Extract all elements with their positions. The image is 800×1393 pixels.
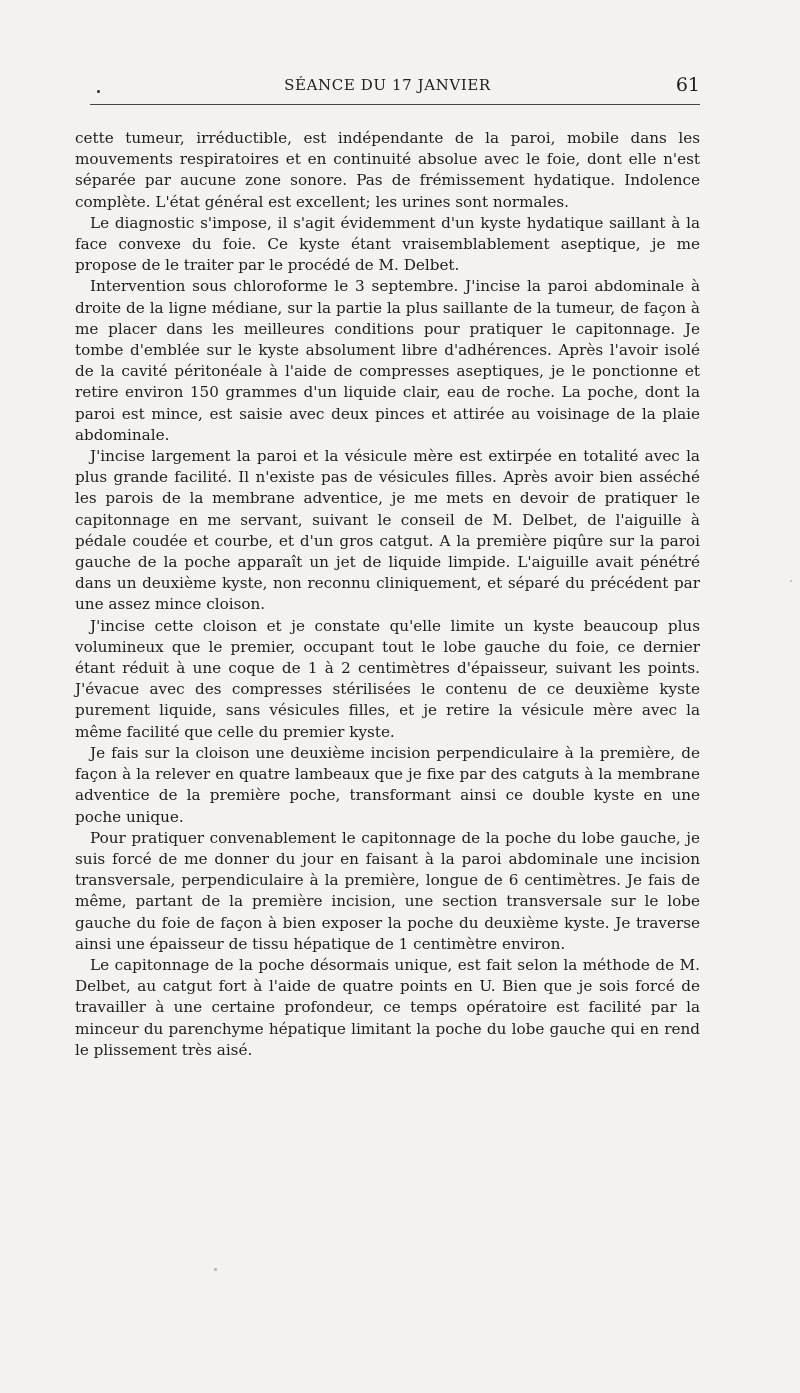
paragraph: Je fais sur la cloison une deuxième incision perpendiculaire à la première, de façon à la relever en quatre lambeaux que je fixe par des catguts à la membrane adventice de la première poche, transformant ainsi ce double kyste en une poche unique.: [75, 743, 700, 826]
page-number: 61: [675, 74, 700, 96]
paragraph: cette tumeur, irréductible, est indépendante de la paroi, mobile dans les mouvements respiratoires et en continuité absolue avec le foie, dont elle n'est séparée par aucune zone sonore. Pas de frémissement hydatique. Indolence complète. L'état général est excellent; les urines sont normales.: [75, 129, 700, 211]
paragraph: Pour pratiquer convenablement le capitonnage de la poche du lobe gauche, je suis forcé de me donner du jour en faisant à la paroi abdominale une incision transversale, perpendiculaire à la première, longue de 6 centimètres. Je fais de même, partant de la première incision, une section transversale sur le lobe gauche du foie de façon à bien exposer la poche du deuxième kyste. Je traverse ainsi une épaisseur de tissu hépatique de 1 centimètre environ.: [75, 828, 700, 953]
page-header: [75, 72, 700, 98]
header-rule: [90, 104, 700, 105]
paragraph: J'incise cette cloison et je constate qu'elle limite un kyste beaucoup plus volumineux que le premier, occupant tout le lobe gauche du foie, ce dernier étant réduit à une coque de 1 à 2 centimètres d'épaisseur, suivant les points. J'évacue avec des compresses stérilisées le contenu de ce deuxième kyste purement liquide, sans vésicules filles, et je retire la vésicule mère avec la même facilité que celle du premier kyste.: [75, 616, 700, 741]
body-text: [75, 128, 700, 1061]
paper-speck: [790, 580, 792, 582]
paragraph: J'incise largement la paroi et la vésicule mère est extirpée en totalité avec la plus grande facilité. Il n'existe pas de vésicules filles. Après avoir bien asséché les parois de la membrane adventice, je me mets en devoir de pratiquer le capitonnage en me servant, suivant le conseil de M. Delbet, de l'aiguille à pédale coudée et courbe, et d'un gros catgut. A la première piqûre sur la paroi gauche de la poche apparaît un jet de liquide limpide. L'aiguille avait pénétré dans un deuxième kyste, non reconnu cliniquement, et séparé du précédent par une assez mince cloison.: [75, 447, 700, 614]
paragraph: Le diagnostic s'impose, il s'agit évidemment d'un kyste hydatique saillant à la face convexe du foie. Ce kyste étant vraisemblablement aseptique, je me propose de le traiter par le procédé de M. Delbet.: [75, 213, 700, 275]
paragraph: Intervention sous chloroforme le 3 septembre. J'incise la paroi abdominale à droite de la ligne médiane, sur la partie la plus saillante de la tumeur, de façon à me placer dans les meilleures conditions pour pratiquer le capitonnage. Je tombe d'emblée sur le kyste absolument libre d'adhérences. Après l'avoir isolé de la cavité péritonéale à l'aide de compresses aseptiques, je le ponctionne et retire environ 150 grammes d'un liquide clair, eau de roche. La poche, dont la paroi est mince, est saisie avec deux pinces et attirée au voisinage de la plaie abdominale.: [75, 277, 700, 444]
paper-speck: [214, 1268, 217, 1271]
paragraph: Le capitonnage de la poche désormais unique, est fait selon la méthode de M. Delbet, au catgut fort à l'aide de quatre points en U. Bien que je sois forcé de travailler à une certaine profondeur, ce temps opératoire est facilité par la minceur du parenchyme hépatique limitant la poche du lobe gauche qui en rend le plissement très aisé.: [75, 955, 700, 1059]
running-title: SÉANCE DU 17 JANVIER: [284, 76, 491, 94]
